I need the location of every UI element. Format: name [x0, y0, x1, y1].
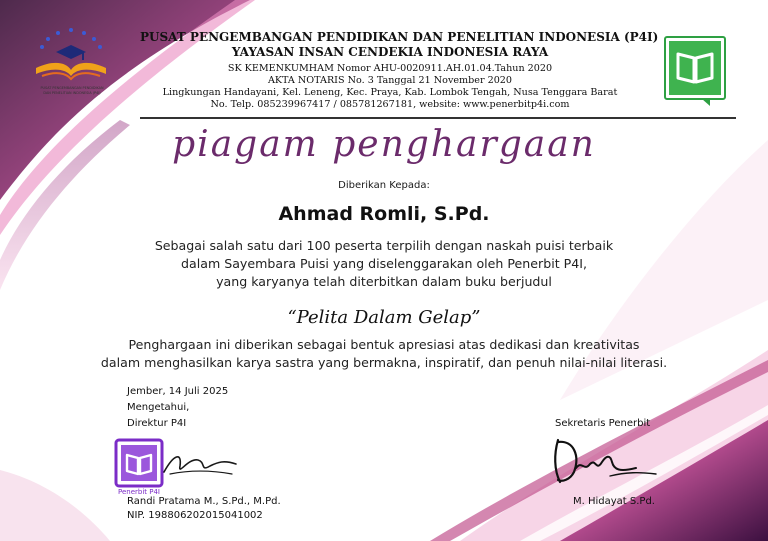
sk-number: SK KEMENKUMHAM Nomor AHU-0020911.AH.01.04.Tahun 2020 [227, 63, 553, 74]
notary-deed: AKTA NOTARIS No. 3 Tanggal 21 November 2020 [267, 75, 513, 86]
stamp-book-icon [114, 438, 164, 488]
decor-bottom-left [0, 470, 110, 541]
director-name: Randi Pratama M., S.Pd., M.Pd. [127, 496, 281, 507]
secretary-name: M. Hidayat S.Pd. [573, 496, 655, 507]
book-title: “Pelita Dalam Gelap” [287, 307, 481, 328]
logo-caption-line1: PUSAT PENGEMBANGAN PENDIDIKAN [40, 86, 104, 90]
p4i-logo-icon [28, 24, 114, 84]
contact-info: No. Telp. 085239967417 / 085781267181, website: www.penerbitp4i.com [210, 99, 570, 110]
address: Lingkungan Handayani, Kel. Leneng, Kec. Praya, Kab. Lombok Tengah, Nusa Tenggara Barat [162, 87, 618, 98]
body-line-1: Sebagai salah satu dari 100 peserta terpilih dengan naskah puisi terbaik [154, 238, 614, 253]
stamp-label: Penerbit P4I [118, 488, 160, 496]
director-nip: NIP. 198806202015041002 [127, 510, 263, 521]
logo-caption [22, 86, 122, 96]
foundation-name: YAYASAN INSAN CENDEKIA INDONESIA RAYA [231, 45, 549, 59]
logo-caption-line2: DAN PENELITIAN INDONESIA (P4I) [43, 91, 101, 95]
acknowledged-label: Mengetahui, [127, 402, 190, 413]
appreciation-line-2: dalam menghasilkan karya sastra yang bermakna, inspiratif, dan penuh nilai-nilai literasi. [100, 355, 668, 370]
given-to-label: Diberikan Kepada: [338, 180, 430, 191]
secretary-title: Sekretaris Penerbit [555, 418, 651, 429]
org-name: PUSAT PENGEMBANGAN PENDIDIKAN DAN PENELITIAN INDONESIA (P4I) [140, 30, 659, 44]
header-divider [140, 117, 736, 119]
secretary-signature [540, 432, 660, 492]
place-date: Jember, 14 Juli 2025 [127, 386, 229, 397]
recipient-name: Ahmad Romli, S.Pd. [278, 203, 490, 225]
book-logo-icon [664, 36, 726, 106]
body-line-3: yang karyanya telah diterbitkan dalam buku berjudul [216, 274, 552, 289]
appreciation-line-1: Penghargaan ini diberikan sebagai bentuk apresiasi atas dedikasi dan kreativitas [128, 337, 640, 352]
body-line-2: dalam Sayembara Puisi yang diselenggarakan oleh Penerbit P4I, [181, 256, 587, 271]
director-signature [160, 444, 240, 484]
certificate-title: piagam penghargaan [172, 124, 596, 165]
director-title: Direktur P4I [127, 418, 187, 429]
